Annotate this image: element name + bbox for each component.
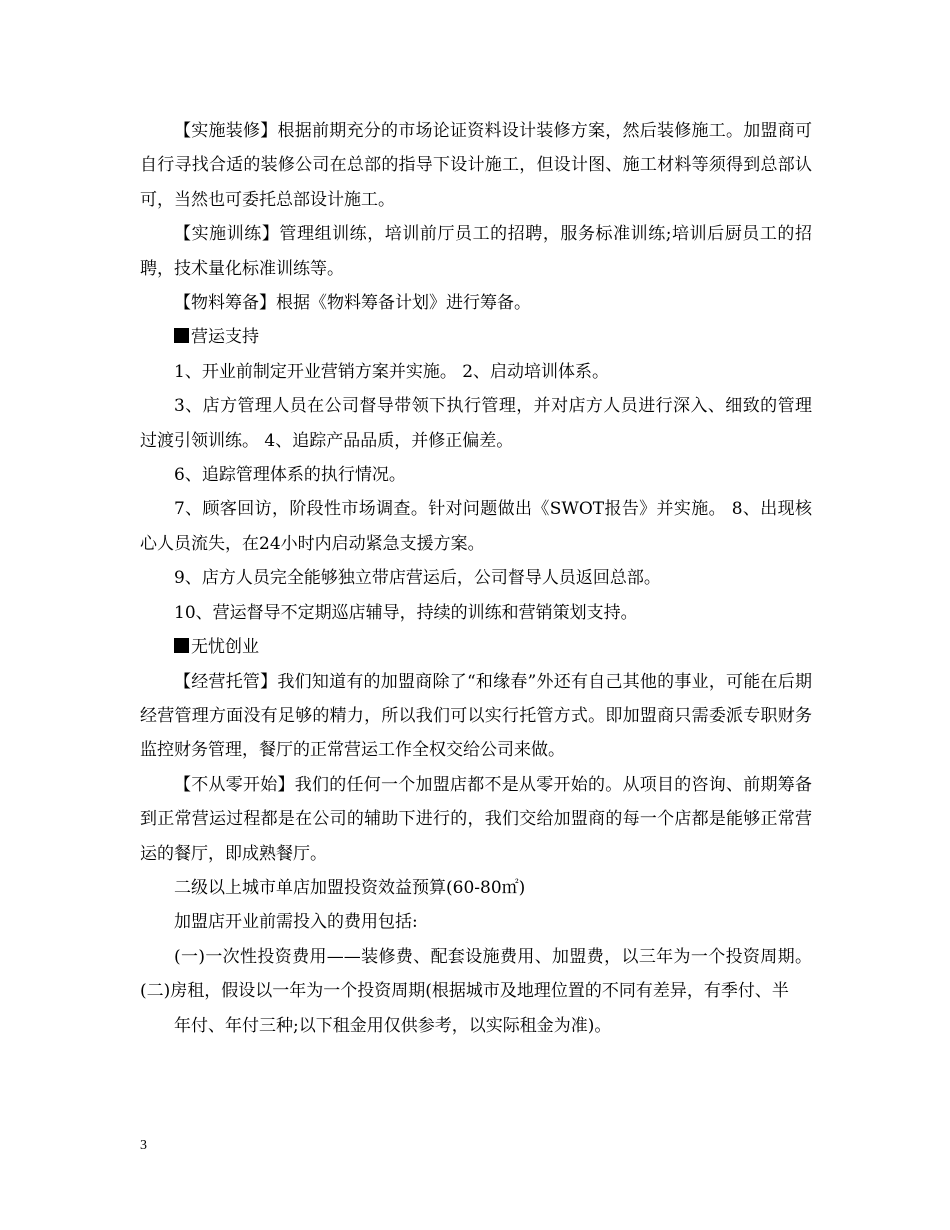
paragraph-costs-detail: (一)一次性投资费用——装修费、配套设施费用、加盟费，以三年为一个投资周期。 (二)房租，假设以一年为一个投资周期(根据城市及地理位置的不同有差异，有季付、半 xyxy=(140,946,812,1002)
paragraph-budget-title: 二级以上城市单店加盟投资效益预算(60-80㎡) xyxy=(174,877,526,898)
paragraph-training: 【实施训练】管理组训练，培训前厅员工的招聘，服务标准训练;培训后厨员工的招聘，技术量化标准训练等。 xyxy=(140,224,812,279)
paragraph-management-trust: 【经营托管】我们知道有的加盟商除了“和缘春”外还有自己其他的事业，可能在后期经营管理方面没有足够的精力，所以我们可以实行托管方式。即加盟商只需委派专职财务监控财务管理，餐厅的正常营运工作全权交给公司来做。 xyxy=(140,671,812,761)
list-item-1-2: 1、开业前制定开业营销方案并实施。 2、启动培训体系。 xyxy=(174,361,610,382)
black-square-icon xyxy=(174,638,189,653)
paragraph-costs-continued: 年付、年付三种;以下租金用仅供参考，以实际租金为准)。 xyxy=(174,1015,612,1036)
paragraph-costs-intro: 加盟店开业前需投入的费用包括: xyxy=(174,912,418,933)
list-item-6: 6、追踪管理体系的执行情况。 xyxy=(174,465,406,486)
paragraph-renovation: 【实施装修】根据前期充分的市场论证资料设计装修方案，然后装修施工。加盟商可自行寻找合适的装修公司在总部的指导下设计施工，但设计图、施工材料等须得到总部认可，当然也可委托总部设计施工。 xyxy=(140,121,812,210)
list-item-7-8: 7、顾客回访，阶段性市场调查。针对问题做出《SWOT报告》并实施。 8、出现核心人员流失，在24小时内启动紧急支援方案。 xyxy=(140,499,812,554)
paragraph-not-from-zero: 【不从零开始】我们的任何一个加盟店都不是从零开始的。从项目的咨询、前期筹备到正常营运过程都是在公司的辅助下进行的，我们交给加盟商的每一个店都是能够正常营运的餐厅，即成熟餐厅。 xyxy=(140,774,812,864)
list-item-9: 9、店方人员完全能够独立带店营运后，公司督导人员返回总部。 xyxy=(174,568,661,589)
page-number: 3 xyxy=(140,1138,147,1153)
document-body xyxy=(140,114,812,1043)
section-heading-text: 营运支持 xyxy=(191,327,259,348)
list-item-3-4: 3、店方管理人员在公司督导带领下执行管理，并对店方人员进行深入、细致的管理过渡引领训练。 4、追踪产品品质，并修正偏差。 xyxy=(140,396,812,451)
section-heading-operation-support xyxy=(140,320,812,354)
paragraph-materials: 【物料筹备】根据《物料筹备计划》进行筹备。 xyxy=(174,293,531,314)
section-heading-text: 无忧创业 xyxy=(191,637,259,658)
black-square-icon xyxy=(174,328,189,343)
section-heading-worry-free xyxy=(140,630,812,664)
list-item-10: 10、营运督导不定期巡店辅导，持续的训练和营销策划支持。 xyxy=(174,602,638,623)
